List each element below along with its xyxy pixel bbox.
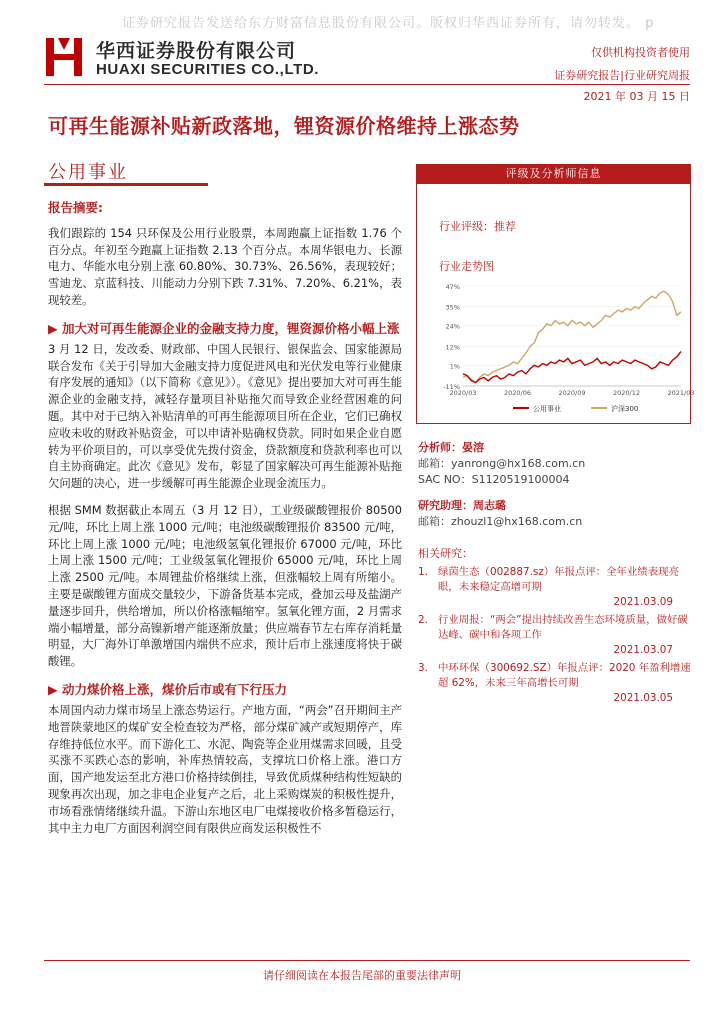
assistant-email: 邮箱：zhouzl1@hx168.com.cn	[418, 515, 583, 528]
rating-title: 评级及分析师信息	[416, 164, 691, 184]
sidebar	[416, 164, 695, 706]
analyst-email: 邮箱：yanrong@hx168.com.cn	[418, 457, 586, 470]
legend-label: 公用事业	[533, 405, 561, 413]
footer-divider	[44, 960, 690, 961]
legend-label: 沪深300	[611, 405, 639, 413]
analyst-sac: SAC NO：S1120519100004	[418, 473, 570, 486]
related-num: 2.	[418, 614, 428, 626]
rating-box	[416, 184, 695, 424]
x-tick-label: 2020/12	[612, 389, 641, 397]
section-heading-text: 动力煤价格上涨，煤价后市或有下行压力	[61, 681, 287, 697]
header-divider	[44, 84, 690, 85]
section-heading-finance	[48, 319, 402, 338]
section-heading-coal	[48, 680, 402, 699]
y-tick-label: 1%	[449, 362, 460, 371]
related-num: 3.	[418, 662, 428, 674]
x-tick-label: 2021/03	[667, 389, 695, 397]
x-tick-label: 2020/09	[558, 389, 586, 397]
company-name-en: HUAXI SECURITIES CO.,LTD.	[96, 61, 320, 78]
triangle-icon: ▶	[48, 320, 62, 336]
related-text: 行业周报：“两会”提出持续改善生态环境质量，做好碳达峰、碳中和各项工作	[438, 614, 688, 641]
y-tick-label: 12%	[445, 343, 460, 352]
related-heading: 相关研究：	[418, 547, 473, 560]
summary-intro: 我们跟踪的 154 只环保及公用行业股票，本周跑赢上证指数 1.76 个百分点。年初至今跑赢上证指数 2.13 个百分点。本周华银电力、长源电力、华能水电分别上涨 60.80%、30.73%、26.56%，表现较好；雪迪龙、京蓝科技、川能动力分别下跌 7.31%、7.20%、6.21%，表现较差。	[48, 225, 402, 307]
report-title: 可再生能源补贴新政落地，锂资源价格维持上涨态势	[48, 114, 520, 138]
series-line-utilities	[463, 352, 681, 383]
summary-column	[48, 200, 402, 846]
x-tick-label: 2020/06	[503, 389, 532, 397]
section-paragraph: 3 月 12 日，发改委、财政部、中国人民银行、银保监会、国家能源局联合发布《关于引导加大金融支持力度促进风电和光伏发电等行业健康有序发展的通知》（以下简称《意见》）。《意见》提出要加大对可再生能源企业的金融支持，减轻存量项目补贴拖欠而导致企业经营困难的问题。其中对于已纳入补贴清单的可再生能源项目所在企业，它们已确权应收未收的财政补贴资金，可以申请补贴确权贷款。同时如果企业自愿转为平价项目的，可以享受优先拨付资金，贷款额度和贷款利率也可以自主协商确定。此次《意见》发布，彰显了国家解决可再生能源补贴拖欠问题的决心，进一步缓解可再生能源企业现金流压力。	[48, 341, 402, 491]
analyst-info	[416, 440, 691, 706]
related-date: 2021.03.05	[613, 692, 673, 704]
huaxi-logo-icon	[44, 36, 84, 78]
y-tick-label: -11%	[443, 383, 460, 391]
company-name-cn: 华西证券股份有限公司	[96, 40, 297, 62]
analyst-name: 分析师：晏溶	[418, 441, 484, 454]
related-text: 中环环保（300692.SZ）年报点评：2020 年盈利增速超 62%，未来三年高增长可期	[438, 662, 691, 689]
sector-underline	[44, 183, 208, 186]
related-date: 2021.03.09	[613, 596, 673, 608]
related-item[interactable]	[418, 565, 691, 610]
watermark: 证券研究报告发送给东方财富信息股份有限公司。版权归华西证券所有，请勿转发。 p	[122, 16, 655, 31]
trend-chart	[433, 278, 695, 418]
y-tick-label: 47%	[445, 283, 460, 291]
triangle-icon: ▶	[48, 681, 62, 697]
related-text: 绿茵生态（002887.sz）年报点评：全年业绩表现亮眼，未来稳定高增可期	[438, 566, 679, 593]
report-date: 2021 年 03 月 15 日	[583, 90, 690, 103]
report-type: 证券研究报告|行业研究周报	[554, 69, 690, 82]
industry-rating: 行业评级：推荐	[439, 220, 516, 233]
legal-notice: 请仔细阅读在本报告尾部的重要法律声明	[263, 969, 461, 982]
x-tick-label: 2020/03	[449, 389, 477, 397]
related-date: 2021.03.07	[613, 644, 673, 656]
assistant-name: 研究助理：周志璐	[418, 499, 506, 512]
section-paragraph: 根据 SMM 数据截止本周五（3 月 12 日），工业级碳酸锂报价 80500 元/吨，环比上周上涨 1000 元/吨；电池级碳酸锂报价 83500 元/吨，环比上周上涨 1000 元/吨；电池级氢氧化锂报价 67000 元/吨，环比上周上涨 1500 元/吨；工业级氢氧化锂报价 65000 元/吨，环比上周上涨 2500 元/吨。本周锂盐价格继续上涨，但涨幅较上周有所缩小。主要是碳酸锂方面成交量较少，下游备货基本完成，叠加云母及盐湖产量逐步回升，供给增加，所以价格涨幅缩窄。氢氧化锂方面，2 月需求端小幅增量，部分高镍新增产能逐渐放量；供应端春节左右库存消耗量明显，大厂海外订单激增国内端供不应求，预计后市上涨速度将快于碳酸锂。	[48, 502, 402, 669]
related-item[interactable]	[418, 661, 691, 706]
y-tick-label: 24%	[445, 322, 460, 331]
y-tick-label: 35%	[445, 303, 460, 312]
summary-heading: 报告摘要:	[48, 200, 103, 215]
audience-note: 仅供机构投资者使用	[591, 46, 690, 59]
section-paragraph: 本周国内动力煤市场呈上涨态势运行。产地方面，“两会”召开期间主产地晋陕蒙地区的煤矿安全检查较为严格，部分煤矿减产或短期停产，库存维持低位水平。而下游化工、水泥、陶瓷等企业用煤需求回暖，且受买涨不买跌心态的影响，补库热情较高，支撑坑口价格上涨。港口方面，国产地发运至北方港口价格持续倒挂，导致优质煤种结构性短缺的现象再次出现，加之非电企业复产之后，北上采购煤炭的积极性提升，市场看涨情绪继续升温。下游山东地区电厂电煤接收价格多暂稳运行，其中主力电厂方面因利润空间有限供应商发运积极性不	[48, 702, 402, 835]
sector-label: 公用事业	[48, 162, 128, 183]
related-item[interactable]	[418, 613, 691, 658]
chart-title: 行业走势图	[439, 260, 494, 273]
related-num: 1.	[418, 566, 428, 578]
series-line-csi300	[463, 291, 681, 382]
section-heading-text: 加大对可再生能源企业的金融支持力度，锂资源价格小幅上涨	[61, 320, 400, 336]
